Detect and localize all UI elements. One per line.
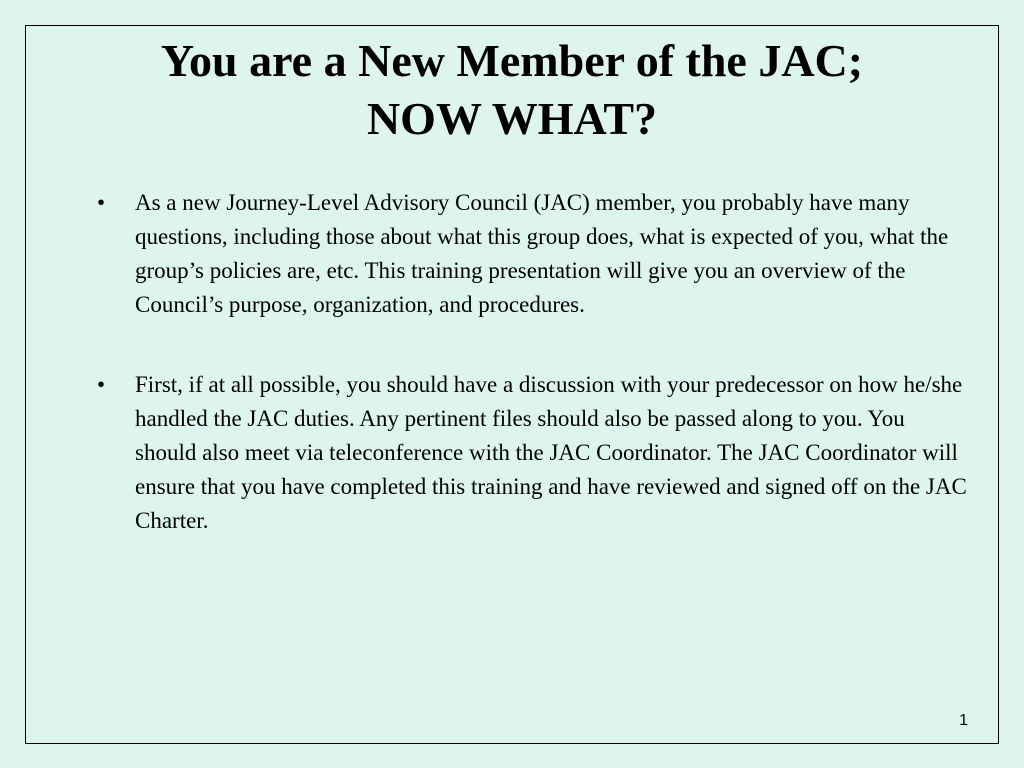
bullet-marker: • (97, 190, 106, 215)
bullet-list (97, 186, 970, 538)
bullet-item-predecessor (97, 368, 970, 538)
slide-title (26, 32, 998, 148)
bullet-marker: • (97, 372, 106, 397)
slide-title-line-2: NOW WHAT? (366, 93, 658, 144)
bullet-text: As a new Journey-Level Advisory Council (JAC) member, you probably have many questions, including those about what this group does, what is expected of you, what the group’s policies are, etc. This training presentation will give you an overview of the Council’s purpose, organization, and procedures. (135, 190, 949, 317)
bullet-item-new-member (97, 186, 970, 322)
bullet-text: First, if at all possible, you should have a discussion with your predecessor on how he/she handled the JAC duties. Any pertinent files should also be passed along to you. You should also meet via teleconference with the JAC Coordinator. The JAC Coordinator will ensure that you have completed this training and have reviewed and signed off on the JAC Charter. (135, 372, 967, 533)
slide-title-line-1: You are a New Member of the JAC; (160, 35, 864, 86)
page-number: 1 (959, 712, 968, 729)
